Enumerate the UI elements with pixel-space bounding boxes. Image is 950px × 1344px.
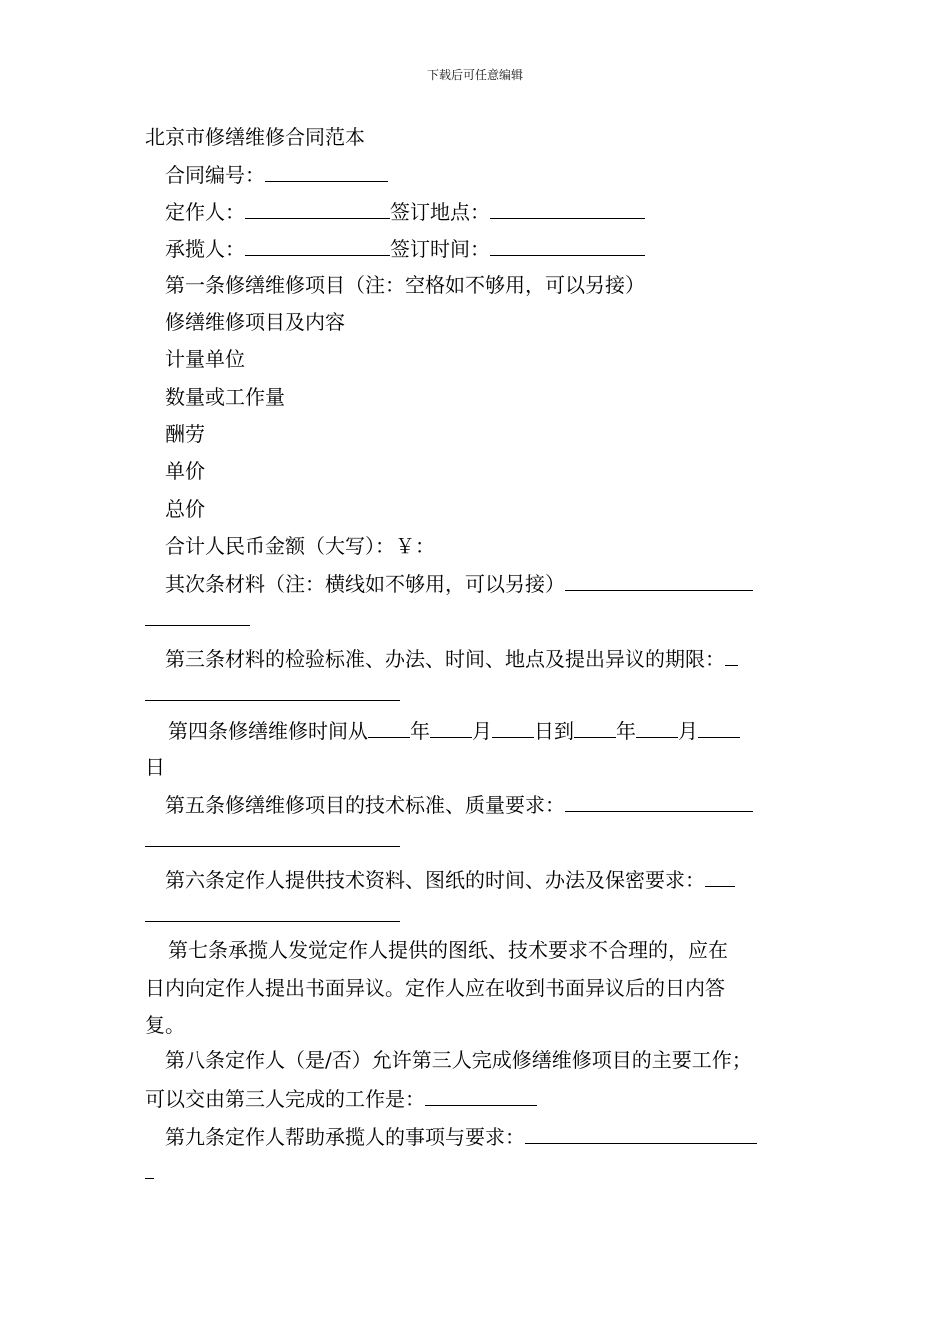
contract-number-blank[interactable] [265,160,388,182]
article-9-blank-continued[interactable] [145,1177,154,1179]
end-month-label: 月 [678,719,698,743]
sign-time-blank[interactable] [490,234,645,256]
orderer-row [165,197,645,225]
item-quantity: 数量或工作量 [165,385,285,409]
article-2-blank[interactable] [565,569,753,591]
article-8-line-2-row [145,1084,537,1112]
orderer-blank[interactable] [245,197,390,219]
total-rmb-amount: 合计人民币金额（大写）：￥： [165,534,435,558]
contract-number-row [165,160,388,188]
article-5-row [165,790,753,818]
sign-place-blank[interactable] [490,197,645,219]
article-3-blank-continued[interactable] [145,699,400,701]
article-4-start: 第四条修缮维修时间从 [168,719,368,743]
article-5-blank[interactable] [565,790,753,812]
start-day-blank[interactable] [492,716,534,738]
orderer-label: 定作人： [165,200,245,224]
article-5-blank-continued[interactable] [145,845,400,847]
article-2: 其次条材料（注：横线如不够用，可以另接） [165,572,565,596]
article-3-blank[interactable] [725,644,738,666]
contractor-row [165,234,645,262]
item-total-price: 总价 [165,497,205,521]
article-6-blank-continued[interactable] [145,920,400,922]
sign-time-label: 签订时间： [390,237,490,261]
article-3: 第三条材料的检验标准、办法、时间、地点及提出异议的期限： [165,647,725,671]
start-year-blank[interactable] [368,716,410,738]
article-4-day: 日 [145,755,165,779]
end-day-blank[interactable] [698,716,740,738]
article-9: 第九条定作人帮助承揽人的事项与要求： [165,1125,525,1149]
article-6-row [165,865,735,893]
item-project-content: 修缮维修项目及内容 [165,310,345,334]
end-year-blank[interactable] [574,716,616,738]
contractor-label: 承揽人： [165,237,245,261]
item-remuneration: 酬劳 [165,422,205,446]
contract-number-label: 合同编号： [165,163,265,187]
article-7-line-3: 复。 [145,1013,185,1037]
third-party-work-blank[interactable] [425,1084,537,1106]
month-label: 月 [472,719,492,743]
document-title: 北京市修缮维修合同范本 [145,125,365,149]
item-unit: 计量单位 [165,347,245,371]
article-6: 第六条定作人提供技术资料、图纸的时间、办法及保密要求： [165,868,705,892]
article-7-line-1: 第七条承揽人发觉定作人提供的图纸、技术要求不合理的，应在 [168,938,728,962]
article-9-blank[interactable] [525,1122,757,1144]
article-9-row [165,1122,757,1150]
article-4-row [168,716,740,744]
article-8-line-1: 第八条定作人（是/否）允许第三人完成修缮维修项目的主要工作； [165,1048,752,1072]
article-6-blank[interactable] [705,865,735,887]
article-1: 第一条修缮维修项目（注：空格如不够用，可以另接） [165,273,645,297]
end-year-label: 年 [616,719,636,743]
article-7-line-2: 日内向定作人提出书面异议。定作人应在收到书面异议后的日内答 [145,976,725,1000]
start-month-blank[interactable] [430,716,472,738]
article-3-row [165,644,738,672]
sign-place-label: 签订地点： [390,200,490,224]
article-2-row [165,569,753,597]
item-unit-price: 单价 [165,459,205,483]
article-8-line-2: 可以交由第三人完成的工作是： [145,1087,425,1111]
year-label: 年 [410,719,430,743]
article-5: 第五条修缮维修项目的技术标准、质量要求： [165,793,565,817]
article-2-blank-continued[interactable] [145,624,250,626]
day-to-label: 日到 [534,719,574,743]
contractor-blank[interactable] [245,234,390,256]
page-header-note: 下载后可任意编辑 [426,68,523,82]
end-month-blank[interactable] [636,716,678,738]
